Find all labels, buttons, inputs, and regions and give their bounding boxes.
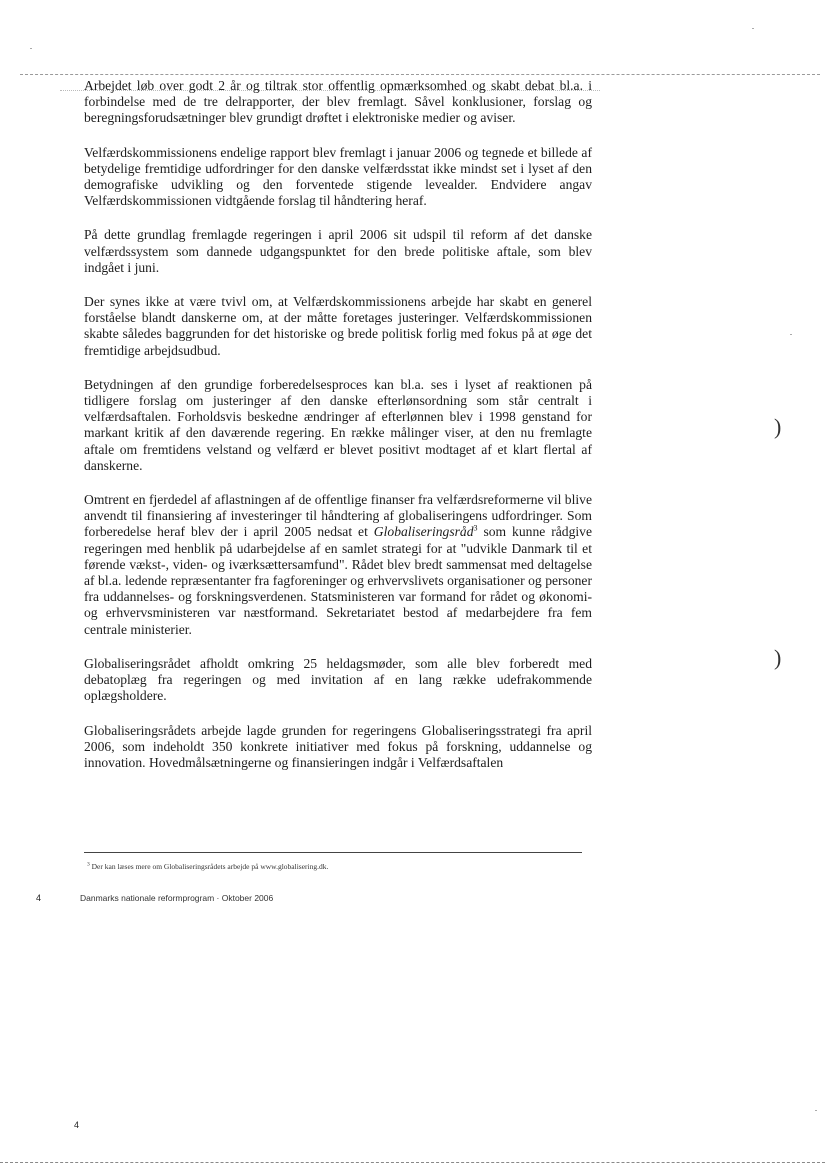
paragraph: Betydningen af den grundige forberedelsesproces kan bl.a. ses i lyset af reaktionen på tidligere forslag om justeringer af den danske efterlønsordning som står centralt i velfærdsaftalen. Forholdsvis beskedne ændringer af efterlønnen blev i 1998 genstand for markant kritik af den daværende regering. En række målinger viser, at den nu fremlagte aftale om fremtidens velstand og velfærd er blevet positivt modtaget af et klart flertal af danskerne. xyxy=(84,376,592,473)
scan-line-bottom xyxy=(0,1162,825,1163)
scan-speck xyxy=(790,334,792,335)
footnote xyxy=(87,862,328,871)
bottom-page-number: 4 xyxy=(74,1120,80,1130)
paragraph: Der synes ikke at være tvivl om, at Velfærdskommissionens arbejde har skabt en generel forståelse blandt danskerne om, at der måtte foretages justeringer. Velfærdskommissionen skabte således baggrunden for det historiske og brede politisk forlig med fokus på at øge det fremtidige arbejdsudbud. xyxy=(84,294,592,358)
paragraph xyxy=(84,492,592,638)
footer-title: Danmarks nationale reformprogram · Oktober 2006 xyxy=(80,893,274,903)
paragraph-text: Omtrent en fjerdedel af aflastningen af de offentlige finanser fra velfærdsreformerne vil blive anvendt til finansiering af investeringer til håndtering af globaliseringens udfordringer. Som forberedelse heraf blev der i april 2005 nedsat et xyxy=(84,492,592,540)
footnote-text: Der kan læses mere om Globaliseringsrådets arbejde på www.globalisering.dk. xyxy=(89,862,329,871)
footer-page-number: 4 xyxy=(36,893,42,903)
scan-line-top xyxy=(20,74,820,75)
margin-mark: ) xyxy=(774,414,782,439)
scan-speck xyxy=(752,28,754,29)
paragraph: På dette grundlag fremlagde regeringen i april 2006 sit udspil til reform af det danske velfærdssystem som dannede udgangspunktet for den brede politiske aftale, som blev indgået i juni. xyxy=(84,227,592,275)
paragraph: Arbejdet løb over godt 2 år og tiltrak stor offentlig opmærksomhed og skabt debat bl.a. i forbindelse med de tre delrapporter, der blev fremlagt. Såvel konklusioner, forslag og beregningsforudsætninger blev grundigt drøftet i elektroniske medier og aviser. xyxy=(84,78,592,126)
paragraph: Globaliseringsrådets arbejde lagde grunden for regeringens Globaliseringsstrategi fra april 2006, som indeholdt 350 konkrete initiativer med fokus på forskning, uddannelse og innovation. Hovedmålsætningerne og finansieringen indgår i Velfærdsaftalen xyxy=(84,722,592,770)
paragraph: Globaliseringsrådet afholdt omkring 25 heldagsmøder, som alle blev forberedt med debatoplæg fra regeringen og med invitation af en lang række udefrakommende oplægsholdere. xyxy=(84,655,592,704)
footnote-rule xyxy=(84,852,582,853)
footnote-ref: 3 xyxy=(473,523,478,533)
paragraph-text: som kunne rådgive regeringen med henblik på udarbejdelse af en samlet strategi for at "udvikle Danmark til et førende vækst-, viden- og iværksættersamfund". Rådet blev bredt sammensat med deltagelse af bl.a. ledende repræsentanter fra fagforeninger og erhvervslivets organisationer og personer fra uddannelses- og forskningsverdenen. Statsministeren var formand for rådet og økonomi- og erhvervsministeren var næstformand. Sekretariatet bestod af medarbejdere fra fem centrale ministerier. xyxy=(84,524,592,637)
margin-mark: ) xyxy=(774,645,782,670)
body-text xyxy=(84,78,592,789)
scan-speck xyxy=(815,1110,817,1111)
footnote-marker: 3 xyxy=(87,861,90,868)
paragraph: Velfærdskommissionens endelige rapport blev fremlagt i januar 2006 og tegnede et billede af betydelige fremtidige udfordringer for den danske velfærdsstat ikke mindst set i lyset af den demografiske udvikling og den forventede stigende levealder. Endvidere angav Velfærdskommissionen vidtgående forslag til håndtering heraf. xyxy=(84,144,592,209)
globaliseringsraad-term: Globaliseringsråd xyxy=(373,524,474,540)
scan-speck xyxy=(30,48,32,49)
